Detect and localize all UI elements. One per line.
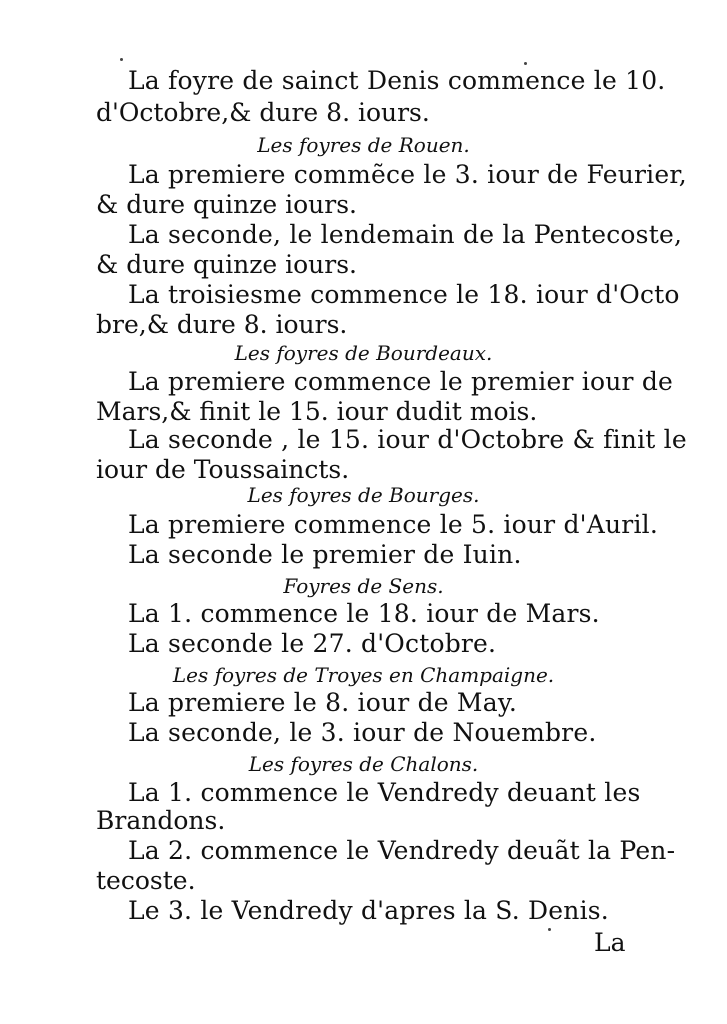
text-line: La troisiesme commence le 18. iour d'Octo	[128, 280, 680, 309]
text-line: La foyre de sainct Denis commence le 10.	[128, 66, 666, 95]
text-line: La seconde, le lendemain de la Pentecoste,	[128, 220, 683, 249]
text-line: La 1. commence le 18. iour de Mars.	[128, 599, 600, 628]
text-line: La 2. commence le Vendredy deuãt la Pen-	[128, 836, 676, 865]
text-line: La premiere commence le 5. iour d'Auril.	[128, 510, 658, 539]
text-line: La premiere le 8. iour de May.	[128, 688, 517, 717]
section-heading: Les foyres de Bourges.	[247, 483, 480, 507]
text-line: Brandons.	[96, 806, 226, 835]
text-line: Mars,& finit le 15. iour dudit mois.	[96, 397, 538, 426]
text-line: La 1. commence le Vendredy deuant les	[128, 778, 641, 807]
text-line: La seconde le 27. d'Octobre.	[128, 629, 497, 658]
text-line: Le 3. le Vendredy d'apres la S. Denis.	[128, 896, 609, 925]
ink-speck	[120, 58, 123, 61]
text-line: La premiere commence le premier iour de	[128, 367, 674, 396]
text-line: & dure quinze iours.	[96, 250, 357, 279]
text-line: iour de Toussaincts.	[96, 455, 350, 484]
text-line: La seconde , le 15. iour d'Octobre & finit le	[128, 425, 687, 454]
ink-speck	[548, 928, 551, 931]
text-line: La premiere commẽce le 3. iour de Feurier,	[128, 160, 687, 189]
text-line: tecoste.	[96, 866, 196, 895]
text-line: La seconde le premier de Iuin.	[128, 540, 522, 569]
section-heading: Les foyres de Bourdeaux.	[234, 341, 493, 365]
text-line: & dure quinze iours.	[96, 190, 357, 219]
section-heading: Les foyres de Rouen.	[257, 133, 470, 157]
section-heading: Les foyres de Chalons.	[248, 752, 479, 776]
ink-speck	[524, 62, 527, 65]
section-heading: Les foyres de Troyes en Champaigne.	[172, 663, 555, 687]
text-line: d'Octobre,& dure 8. iours.	[96, 98, 430, 127]
catchword: La	[594, 928, 626, 957]
text-line: La seconde, le 3. iour de Nouembre.	[128, 718, 597, 747]
text-line: bre,& dure 8. iours.	[96, 310, 348, 339]
section-heading: Foyres de Sens.	[283, 574, 444, 598]
